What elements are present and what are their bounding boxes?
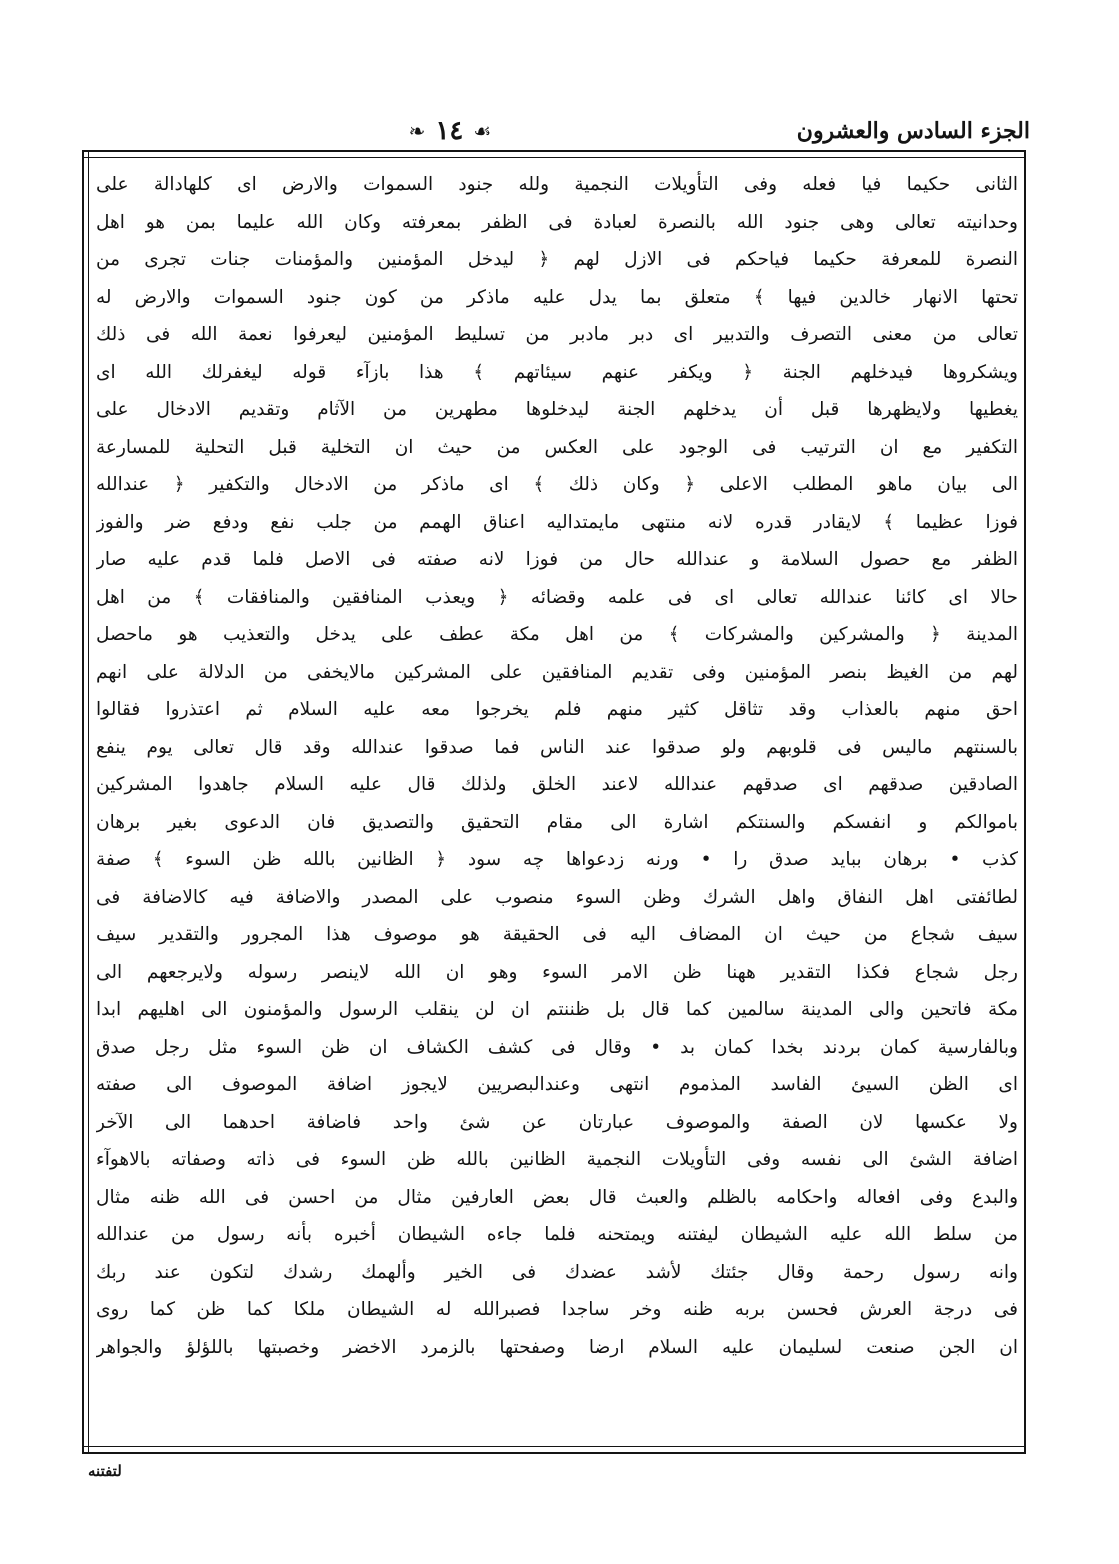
text-line: باموالكم و انفسكم والسنتكم اشارة الى مقام التحقيق والتصديق فان الدعوى بغير برهان: [96, 811, 1018, 833]
text-line: تعالى من معنى التصرف والتدبير اى دبر مادبر من تسليط المؤمنين ليعرفوا نعمة الله فى ذلك: [96, 324, 1018, 345]
text-line: ولا عكسها لان الصفة والموصوف عبارتان عن شئ واحد فاضافة احدهما الى الآخر: [96, 1111, 1018, 1133]
text-line: اى الظن السيئ الفاسد المذموم انتهى وعندالبصريين لايجوز اضافة الموصوف الى صفته: [96, 1074, 1018, 1095]
text-line: رجل شجاع فكذا التقدير ههنا ظن الامر السوء وهو ان الله لاينصر رسوله ولايرجعهم الى: [96, 961, 1018, 983]
page-header: [80, 112, 1030, 152]
text-line: بالسنتهم ماليس فى قلوبهم ولو صدقوا عند الناس فما صدقوا عندالله وقد قال تعالى يوم ينفع: [96, 736, 1018, 758]
text-line: تحتها الانهار خالدين فيها ﴾ متعلق بما يدل عليه ماذكر من كون جنود السموات والارض له: [96, 286, 1018, 308]
text-line: فوزا عظيما ﴾ لايقادر قدره لانه منتهى مايمتداليه اعناق الهمم من جلب نفع ودفع ضر والفوز: [96, 511, 1018, 533]
text-line: حالا اى كائنا عندالله تعالى اى فى علمه وقضائه ﴿ ويعذب المنافقين والمنافقات ﴾ من اهل: [96, 586, 1018, 608]
frame-left-inner-rule: [88, 150, 89, 1454]
text-line: سيف شجاع من حيث ان المضاف اليه فى الحقيقة هو موصوف هذا المجرور والتقدير سيف: [96, 924, 1018, 945]
text-line: يغطيها ولايظهرها قبل أن يدخلهم الجنة ليدخلوها مطهرين من الآثام وتقديم الادخال على: [96, 399, 1018, 420]
text-line: المدينة ﴿ والمشركين والمشركات ﴾ من اهل مكة عطف على يدخل والتعذيب هو ماحصل: [96, 624, 1018, 645]
text-line: وبالفارسية كمان بردند بخدا كمان بد • وقال فى كشف الكشاف ان ظن السوء مثل رجل صدق: [96, 1036, 1018, 1058]
text-line: التكفير مع ان الترتيب فى الوجود على العكس من حيث ان التخلية قبل التحلية للمسارعة: [96, 436, 1018, 458]
text-line: وانه رسول رحمة وقال جئتك لأشد عضدك فى الخير وألهمك رشدك لتكون عند ربك: [96, 1261, 1018, 1283]
body-text: [96, 166, 1018, 1441]
text-line: من سلط الله عليه الشيطان ليفتنه ويمتحنه فلما جاءه الشيطان أخبره بأنه رسول من عندالله: [96, 1224, 1018, 1245]
text-line: اضافة الشئ الى نفسه وفى التأويلات النجمية الظانين بالله ظن السوء فى ذاته وصفاته بالاهوآء: [96, 1149, 1018, 1170]
text-line: الثانى حكيما فيا فعله وفى التأويلات النجمية ولله جنود السموات والارض اى كلهادالة على: [96, 174, 1018, 195]
text-line: لطائفتى اهل النفاق واهل الشرك وظن السوء منصوب على المصدر والاضافة فيه كالاضافة فى: [96, 886, 1018, 908]
text-line: كذب • برهان بباید صدق را • ورنه زدعواها چه سود ﴿ الظانين بالله ظن السوء ﴾ صفة: [96, 849, 1018, 870]
right-ornament-icon: ☙: [473, 119, 492, 143]
text-line: الى بيان ماهو المطلب الاعلى ﴿ وكان ذلك ﴾ اى ماذكر من الادخال والتكفير ﴿ عندالله: [96, 474, 1018, 495]
text-line: والبدع وفى افعاله واحكامه بالظلم والعبث قال بعض العارفين مثال من احسن فى الله ظنه مثال: [96, 1186, 1018, 1208]
frame-bottom-rule: [82, 1452, 1026, 1454]
text-line: فى درجة العرش فحسن بربه ظنه وخر ساجدا فصبرالله له الشيطان ملكا كما ظن كما روى: [96, 1299, 1018, 1320]
page-number: ١٤: [435, 116, 464, 146]
text-line: ويشكروها فيدخلهم الجنة ﴿ ويكفر عنهم سيئاتهم ﴾ هذا بازآء قوله ليغفرلك الله اى: [96, 361, 1018, 383]
frame-left-rule: [82, 150, 84, 1454]
text-line: الصادقين صدقهم اى صدقهم عندالله لاعند الخلق ولذلك قال عليه السلام جاهدوا المشركين: [96, 774, 1018, 795]
left-ornament-icon: ❧: [408, 119, 426, 143]
frame-top-rule: [82, 150, 1026, 152]
frame-bottom-inner-rule: [82, 1446, 1026, 1447]
text-line: الظفر مع حصول السلامة و عندالله حال من فوزا لانه صفته فى الاصل فلما قدم عليه صار: [96, 549, 1018, 570]
catchword: لتفتنه: [88, 1462, 122, 1480]
text-line: [96, 1366, 1018, 1404]
page-number-group: [385, 116, 515, 146]
running-title: الجزء السادس والعشرون: [796, 118, 1030, 144]
frame-right-rule: [1024, 150, 1026, 1454]
text-line: ان الجن صنعت لسليمان عليه السلام ارضا وصفحتها بالزمرد الاخضر وخصبتها باللؤلؤ والجواهر: [96, 1336, 1018, 1358]
frame-top-inner-rule: [82, 157, 1026, 158]
text-line: وحدانيته تعالى وهى جنود الله بالنصرة لعبادة فى الظفر بمعرفته وكان الله عليما بمن هو اهل: [96, 211, 1018, 233]
text-line: [96, 1404, 1018, 1442]
text-line: احق منهم بالعذاب وقد تثاقل كثير منهم فلم يخرجوا معه عليه السلام ثم اعتذروا فقالوا: [96, 699, 1018, 720]
text-line: مكة فاتحين والى المدينة سالمين كما قال بل ظننتم ان لن ينقلب الرسول والمؤمنون الى اهليهم ابدا: [96, 999, 1018, 1020]
text-line: لهم من الغيظ بنصر المؤمنين وفى تقديم المنافقين على المشركين مالايخفى من الدلالة على انهم: [96, 661, 1018, 683]
text-line: النصرة للمعرفة حكيما فياحكم فى الازل لهم ﴿ ليدخل المؤمنين والمؤمنات جنات تجرى من: [96, 249, 1018, 270]
